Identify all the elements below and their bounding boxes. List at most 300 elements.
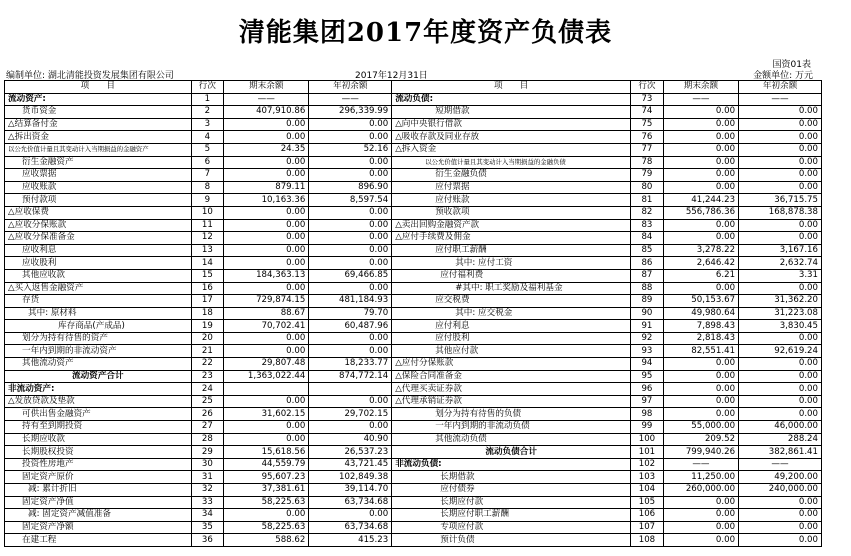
right-end-cell: 0.00 xyxy=(663,169,738,182)
left-line-cell: 7 xyxy=(191,169,224,182)
right-end-cell: 0.00 xyxy=(663,521,738,534)
left-end-cell: 0.00 xyxy=(224,421,309,434)
right-item-cell: 划分为持有待售的负债 xyxy=(392,408,631,421)
header-item-right: 项 目 xyxy=(392,81,631,94)
right-begin-cell: 31,362.20 xyxy=(739,295,822,308)
right-item-cell: △向中央银行借款 xyxy=(392,118,631,131)
left-begin-cell: 0.00 xyxy=(309,169,392,182)
table-row xyxy=(5,484,822,497)
right-item-cell: △卖出回购金融资产款 xyxy=(392,219,631,232)
right-end-cell: 0.00 xyxy=(663,131,738,144)
left-end-cell: —— xyxy=(224,93,309,106)
table-row xyxy=(5,232,822,245)
left-line-cell: 15 xyxy=(191,269,224,282)
left-item-cell: △拆出资金 xyxy=(5,131,192,144)
right-end-cell: 209.52 xyxy=(663,433,738,446)
right-line-cell: 81 xyxy=(631,194,664,207)
left-end-cell: 10,163.36 xyxy=(224,194,309,207)
right-end-cell: 82,551.41 xyxy=(663,345,738,358)
left-line-cell: 2 xyxy=(191,106,224,119)
right-begin-cell: —— xyxy=(739,458,822,471)
left-line-cell: 32 xyxy=(191,484,224,497)
left-item-cell: 投资性房地产 xyxy=(5,458,192,471)
right-end-cell: 6.21 xyxy=(663,269,738,282)
left-line-cell: 36 xyxy=(191,534,224,547)
right-line-cell: 107 xyxy=(631,521,664,534)
left-line-cell: 19 xyxy=(191,320,224,333)
left-begin-cell: 0.00 xyxy=(309,219,392,232)
right-end-cell: 2,646.42 xyxy=(663,257,738,270)
table-row xyxy=(5,458,822,471)
right-line-cell: 106 xyxy=(631,509,664,522)
left-begin-cell: 26,537.23 xyxy=(309,446,392,459)
left-end-cell: 0.00 xyxy=(224,232,309,245)
left-item-cell: 非流动资产: xyxy=(5,383,192,396)
header-end-left: 期末余额 xyxy=(224,81,309,94)
left-begin-cell: 0.00 xyxy=(309,345,392,358)
left-end-cell: 588.62 xyxy=(224,534,309,547)
left-end-cell: 407,910.86 xyxy=(224,106,309,119)
left-item-cell: 可供出售金融资产 xyxy=(5,408,192,421)
left-begin-cell: 0.00 xyxy=(309,131,392,144)
left-line-cell: 35 xyxy=(191,521,224,534)
left-item-cell: 减: 累计折旧 xyxy=(5,484,192,497)
right-begin-cell: 3,167.16 xyxy=(739,244,822,257)
right-begin-cell: 240,000.00 xyxy=(739,484,822,497)
right-begin-cell: 0.00 xyxy=(739,408,822,421)
left-line-cell: 11 xyxy=(191,219,224,232)
table-row xyxy=(5,332,822,345)
right-begin-cell: 168,878.38 xyxy=(739,206,822,219)
left-line-cell: 16 xyxy=(191,282,224,295)
right-end-cell: 3,278.22 xyxy=(663,244,738,257)
right-item-cell: 一年内到期的非流动负债 xyxy=(392,421,631,434)
left-begin-cell: 0.00 xyxy=(309,232,392,245)
left-begin-cell: 0.00 xyxy=(309,206,392,219)
left-begin-cell: 896.90 xyxy=(309,181,392,194)
right-item-cell: 应付票据 xyxy=(392,181,631,194)
right-end-cell: 0.00 xyxy=(663,106,738,119)
left-line-cell: 17 xyxy=(191,295,224,308)
left-item-cell: △应收分保准备金 xyxy=(5,232,192,245)
right-line-cell: 92 xyxy=(631,332,664,345)
left-begin-cell: 874,772.14 xyxy=(309,370,392,383)
left-item-cell: 固定资产原价 xyxy=(5,471,192,484)
left-item-cell: △应收分保账款 xyxy=(5,219,192,232)
table-body xyxy=(5,81,822,547)
left-begin-cell: 0.00 xyxy=(309,118,392,131)
header-end-right: 期末余额 xyxy=(663,81,738,94)
right-begin-cell: 0.00 xyxy=(739,156,822,169)
right-line-cell: 104 xyxy=(631,484,664,497)
right-end-cell: 556,786.36 xyxy=(663,206,738,219)
right-item-cell: △保险合同准备金 xyxy=(392,370,631,383)
left-item-cell: 持有至到期投资 xyxy=(5,421,192,434)
left-item-cell: 划分为持有待售的资产 xyxy=(5,332,192,345)
left-end-cell: 0.00 xyxy=(224,433,309,446)
left-end-cell: 58,225.63 xyxy=(224,496,309,509)
right-begin-cell: 3.31 xyxy=(739,269,822,282)
left-begin-cell: 79.70 xyxy=(309,307,392,320)
table-row xyxy=(5,93,822,106)
table-row xyxy=(5,194,822,207)
left-line-cell: 6 xyxy=(191,156,224,169)
right-end-cell: 799,940.26 xyxy=(663,446,738,459)
left-item-cell: 应收利息 xyxy=(5,244,192,257)
left-end-cell: 0.00 xyxy=(224,332,309,345)
right-end-cell: 0.00 xyxy=(663,383,738,396)
left-item-cell: △买入返售金融资产 xyxy=(5,282,192,295)
right-item-cell: 长期借款 xyxy=(392,471,631,484)
table-row xyxy=(5,521,822,534)
left-line-cell: 8 xyxy=(191,181,224,194)
right-end-cell: 55,000.00 xyxy=(663,421,738,434)
left-line-cell: 22 xyxy=(191,358,224,371)
left-begin-cell: 52.16 xyxy=(309,143,392,156)
right-line-cell: 97 xyxy=(631,395,664,408)
right-end-cell: 0.00 xyxy=(663,232,738,245)
right-begin-cell: 46,000.00 xyxy=(739,421,822,434)
right-begin-cell: 0.00 xyxy=(739,131,822,144)
left-item-cell: △发放贷款及垫款 xyxy=(5,395,192,408)
table-row xyxy=(5,257,822,270)
right-begin-cell: 0.00 xyxy=(739,232,822,245)
left-end-cell: 95,607.23 xyxy=(224,471,309,484)
left-line-cell: 27 xyxy=(191,421,224,434)
left-item-cell: 长期股权投资 xyxy=(5,446,192,459)
left-line-cell: 26 xyxy=(191,408,224,421)
left-item-cell: 以公允价值计量且其变动计入当期损益的金融资产 xyxy=(5,143,192,156)
right-begin-cell: 0.00 xyxy=(739,282,822,295)
right-item-cell: 流动负债合计 xyxy=(392,446,631,459)
right-begin-cell: 2,632.74 xyxy=(739,257,822,270)
table-row xyxy=(5,143,822,156)
right-end-cell: 0.00 xyxy=(663,509,738,522)
right-end-cell: 260,000.00 xyxy=(663,484,738,497)
header-line-left: 行次 xyxy=(191,81,224,94)
table-row xyxy=(5,131,822,144)
left-end-cell: 184,363.13 xyxy=(224,269,309,282)
right-item-cell: △拆入资金 xyxy=(392,143,631,156)
left-end-cell: 44,559.79 xyxy=(224,458,309,471)
table-row xyxy=(5,156,822,169)
left-line-cell: 13 xyxy=(191,244,224,257)
left-begin-cell: 29,702.15 xyxy=(309,408,392,421)
right-end-cell: 0.00 xyxy=(663,358,738,371)
right-line-cell: 80 xyxy=(631,181,664,194)
left-begin-cell: —— xyxy=(309,93,392,106)
left-end-cell: 879.11 xyxy=(224,181,309,194)
left-item-cell: △结算备付金 xyxy=(5,118,192,131)
currency-unit: 金额单位: 万元 xyxy=(753,71,813,81)
left-line-cell: 14 xyxy=(191,257,224,270)
right-item-cell: △代理买卖证券款 xyxy=(392,383,631,396)
right-begin-cell: 0.00 xyxy=(739,395,822,408)
right-item-cell: △应付分保账款 xyxy=(392,358,631,371)
right-line-cell: 95 xyxy=(631,370,664,383)
left-item-cell: 应收票据 xyxy=(5,169,192,182)
left-begin-cell: 69,466.85 xyxy=(309,269,392,282)
table-row xyxy=(5,509,822,522)
left-begin-cell: 63,734.68 xyxy=(309,496,392,509)
header-begin-right: 年初余额 xyxy=(739,81,822,94)
left-begin-cell: 43,721.45 xyxy=(309,458,392,471)
left-begin-cell: 0.00 xyxy=(309,244,392,257)
left-line-cell: 33 xyxy=(191,496,224,509)
table-row xyxy=(5,383,822,396)
right-line-cell: 82 xyxy=(631,206,664,219)
reporting-unit: 编制单位: 湖北清能投资发展集团有限公司 xyxy=(6,71,174,81)
right-item-cell: △应付手续费及佣金 xyxy=(392,232,631,245)
left-line-cell: 12 xyxy=(191,232,224,245)
right-item-cell: 其中: 应付工资 xyxy=(392,257,631,270)
header-row xyxy=(5,81,822,94)
right-begin-cell: 0.00 xyxy=(739,370,822,383)
right-line-cell: 78 xyxy=(631,156,664,169)
right-item-cell: 以公允价值计量且其变动计入当期损益的金融负债 xyxy=(392,156,631,169)
right-begin-cell: 0.00 xyxy=(739,143,822,156)
right-end-cell: 0.00 xyxy=(663,534,738,547)
left-item-cell: 货币资金 xyxy=(5,106,192,119)
left-line-cell: 10 xyxy=(191,206,224,219)
left-begin-cell: 0.00 xyxy=(309,509,392,522)
right-line-cell: 108 xyxy=(631,534,664,547)
right-item-cell: #其中: 职工奖励及福利基金 xyxy=(392,282,631,295)
right-begin-cell: 0.00 xyxy=(739,219,822,232)
left-item-cell: 库存商品(产成品) xyxy=(5,320,192,333)
left-end-cell: 729,874.15 xyxy=(224,295,309,308)
left-end-cell: 0.00 xyxy=(224,169,309,182)
left-begin-cell: 39,114.70 xyxy=(309,484,392,497)
right-item-cell: 应付职工薪酬 xyxy=(392,244,631,257)
right-end-cell: 0.00 xyxy=(663,181,738,194)
left-end-cell: 0.00 xyxy=(224,345,309,358)
table-row xyxy=(5,219,822,232)
left-item-cell: 应收股利 xyxy=(5,257,192,270)
left-begin-cell xyxy=(309,383,392,396)
table-row xyxy=(5,269,822,282)
form-number: 国资01表 xyxy=(772,60,811,70)
right-end-cell: 0.00 xyxy=(663,370,738,383)
right-line-cell: 98 xyxy=(631,408,664,421)
left-item-cell: 流动资产合计 xyxy=(5,370,192,383)
left-line-cell: 18 xyxy=(191,307,224,320)
left-end-cell: 0.00 xyxy=(224,282,309,295)
right-end-cell: 0.00 xyxy=(663,219,738,232)
right-begin-cell: 36,715.75 xyxy=(739,194,822,207)
right-line-cell: 73 xyxy=(631,93,664,106)
left-line-cell: 4 xyxy=(191,131,224,144)
left-end-cell: 88.67 xyxy=(224,307,309,320)
right-end-cell: 0.00 xyxy=(663,282,738,295)
table-row xyxy=(5,206,822,219)
right-end-cell: 0.00 xyxy=(663,408,738,421)
left-begin-cell: 0.00 xyxy=(309,156,392,169)
right-end-cell: 41,244.23 xyxy=(663,194,738,207)
right-item-cell: 专项应付款 xyxy=(392,521,631,534)
left-end-cell: 0.00 xyxy=(224,131,309,144)
left-item-cell: 固定资产净额 xyxy=(5,521,192,534)
right-begin-cell: —— xyxy=(739,93,822,106)
left-end-cell: 0.00 xyxy=(224,395,309,408)
left-item-cell: 其他流动资产 xyxy=(5,358,192,371)
right-line-cell: 77 xyxy=(631,143,664,156)
right-item-cell: 应付利息 xyxy=(392,320,631,333)
table-row xyxy=(5,395,822,408)
right-begin-cell: 92,619.24 xyxy=(739,345,822,358)
right-end-cell: 7,898.43 xyxy=(663,320,738,333)
right-item-cell: 其中: 应交税金 xyxy=(392,307,631,320)
right-begin-cell: 0.00 xyxy=(739,358,822,371)
right-item-cell: 非流动负债: xyxy=(392,458,631,471)
right-line-cell: 76 xyxy=(631,131,664,144)
right-line-cell: 101 xyxy=(631,446,664,459)
left-begin-cell: 0.00 xyxy=(309,332,392,345)
left-item-cell: 减: 固定资产减值准备 xyxy=(5,509,192,522)
left-item-cell: △应收保费 xyxy=(5,206,192,219)
left-line-cell: 20 xyxy=(191,332,224,345)
right-begin-cell: 0.00 xyxy=(739,332,822,345)
right-line-cell: 105 xyxy=(631,496,664,509)
right-item-cell: △吸收存款及同业存放 xyxy=(392,131,631,144)
table-row xyxy=(5,471,822,484)
left-begin-cell: 102,849.38 xyxy=(309,471,392,484)
left-end-cell: 0.00 xyxy=(224,509,309,522)
right-begin-cell: 0.00 xyxy=(739,118,822,131)
table-row xyxy=(5,295,822,308)
right-line-cell: 93 xyxy=(631,345,664,358)
balance-sheet-table xyxy=(4,80,822,547)
left-begin-cell: 0.00 xyxy=(309,421,392,434)
left-end-cell: 0.00 xyxy=(224,118,309,131)
table-row xyxy=(5,106,822,119)
left-line-cell: 5 xyxy=(191,143,224,156)
left-line-cell: 34 xyxy=(191,509,224,522)
right-line-cell: 85 xyxy=(631,244,664,257)
left-begin-cell: 481,184.93 xyxy=(309,295,392,308)
right-end-cell: 0.00 xyxy=(663,118,738,131)
left-line-cell: 28 xyxy=(191,433,224,446)
right-line-cell: 84 xyxy=(631,232,664,245)
left-item-cell: 其他应收款 xyxy=(5,269,192,282)
left-end-cell: 29,807.48 xyxy=(224,358,309,371)
right-item-cell: 其他流动负债 xyxy=(392,433,631,446)
left-begin-cell: 415.23 xyxy=(309,534,392,547)
left-end-cell xyxy=(224,383,309,396)
right-item-cell: 预收款项 xyxy=(392,206,631,219)
left-line-cell: 23 xyxy=(191,370,224,383)
right-line-cell: 94 xyxy=(631,358,664,371)
right-item-cell: 应交税费 xyxy=(392,295,631,308)
table-row xyxy=(5,345,822,358)
left-item-cell: 应收账款 xyxy=(5,181,192,194)
right-item-cell: 应付福利费 xyxy=(392,269,631,282)
left-line-cell: 29 xyxy=(191,446,224,459)
right-end-cell: 50,153.67 xyxy=(663,295,738,308)
table-row xyxy=(5,370,822,383)
left-begin-cell: 40.90 xyxy=(309,433,392,446)
right-end-cell: 11,250.00 xyxy=(663,471,738,484)
left-item-cell: 一年内到期的非流动资产 xyxy=(5,345,192,358)
right-end-cell: —— xyxy=(663,458,738,471)
left-end-cell: 0.00 xyxy=(224,156,309,169)
header-line-right: 行次 xyxy=(631,81,664,94)
table-row xyxy=(5,408,822,421)
right-end-cell: 0.00 xyxy=(663,143,738,156)
right-begin-cell: 0.00 xyxy=(739,383,822,396)
left-line-cell: 21 xyxy=(191,345,224,358)
right-line-cell: 96 xyxy=(631,383,664,396)
left-line-cell: 31 xyxy=(191,471,224,484)
right-end-cell: 2,818.43 xyxy=(663,332,738,345)
left-begin-cell: 296,339.99 xyxy=(309,106,392,119)
table-row xyxy=(5,358,822,371)
right-item-cell: 预计负债 xyxy=(392,534,631,547)
right-end-cell: 0.00 xyxy=(663,496,738,509)
left-item-cell: 在建工程 xyxy=(5,534,192,547)
right-item-cell: 流动负债: xyxy=(392,93,631,106)
right-item-cell: 应付账款 xyxy=(392,194,631,207)
left-line-cell: 3 xyxy=(191,118,224,131)
right-line-cell: 99 xyxy=(631,421,664,434)
right-begin-cell: 0.00 xyxy=(739,521,822,534)
right-item-cell: 长期应付职工薪酬 xyxy=(392,509,631,522)
table-row xyxy=(5,181,822,194)
right-end-cell: 0.00 xyxy=(663,395,738,408)
right-begin-cell: 382,861.41 xyxy=(739,446,822,459)
left-begin-cell: 60,487.96 xyxy=(309,320,392,333)
left-end-cell: 37,381.61 xyxy=(224,484,309,497)
right-line-cell: 100 xyxy=(631,433,664,446)
right-item-cell: 其他应付款 xyxy=(392,345,631,358)
table-row xyxy=(5,169,822,182)
left-begin-cell: 18,233.77 xyxy=(309,358,392,371)
left-item-cell: 长期应收款 xyxy=(5,433,192,446)
right-begin-cell: 0.00 xyxy=(739,496,822,509)
right-item-cell: 衍生金融负债 xyxy=(392,169,631,182)
left-line-cell: 25 xyxy=(191,395,224,408)
header-item-left: 项 目 xyxy=(5,81,192,94)
table-row xyxy=(5,433,822,446)
table-row xyxy=(5,534,822,547)
right-line-cell: 90 xyxy=(631,307,664,320)
header-begin-left: 年初余额 xyxy=(309,81,392,94)
table-row xyxy=(5,446,822,459)
left-end-cell: 0.00 xyxy=(224,244,309,257)
table-row xyxy=(5,496,822,509)
left-begin-cell: 0.00 xyxy=(309,395,392,408)
left-end-cell: 0.00 xyxy=(224,206,309,219)
left-end-cell: 58,225.63 xyxy=(224,521,309,534)
left-end-cell: 70,702.41 xyxy=(224,320,309,333)
table-row xyxy=(5,307,822,320)
left-end-cell: 31,602.15 xyxy=(224,408,309,421)
left-begin-cell: 0.00 xyxy=(309,257,392,270)
left-end-cell: 24.35 xyxy=(224,143,309,156)
left-item-cell: 流动资产: xyxy=(5,93,192,106)
left-item-cell: 其中: 原材料 xyxy=(5,307,192,320)
left-end-cell: 0.00 xyxy=(224,219,309,232)
right-begin-cell: 0.00 xyxy=(739,169,822,182)
right-item-cell: 短期借款 xyxy=(392,106,631,119)
left-begin-cell: 8,597.54 xyxy=(309,194,392,207)
right-line-cell: 103 xyxy=(631,471,664,484)
right-begin-cell: 0.00 xyxy=(739,181,822,194)
right-line-cell: 102 xyxy=(631,458,664,471)
right-line-cell: 74 xyxy=(631,106,664,119)
table-row xyxy=(5,282,822,295)
table-row xyxy=(5,421,822,434)
